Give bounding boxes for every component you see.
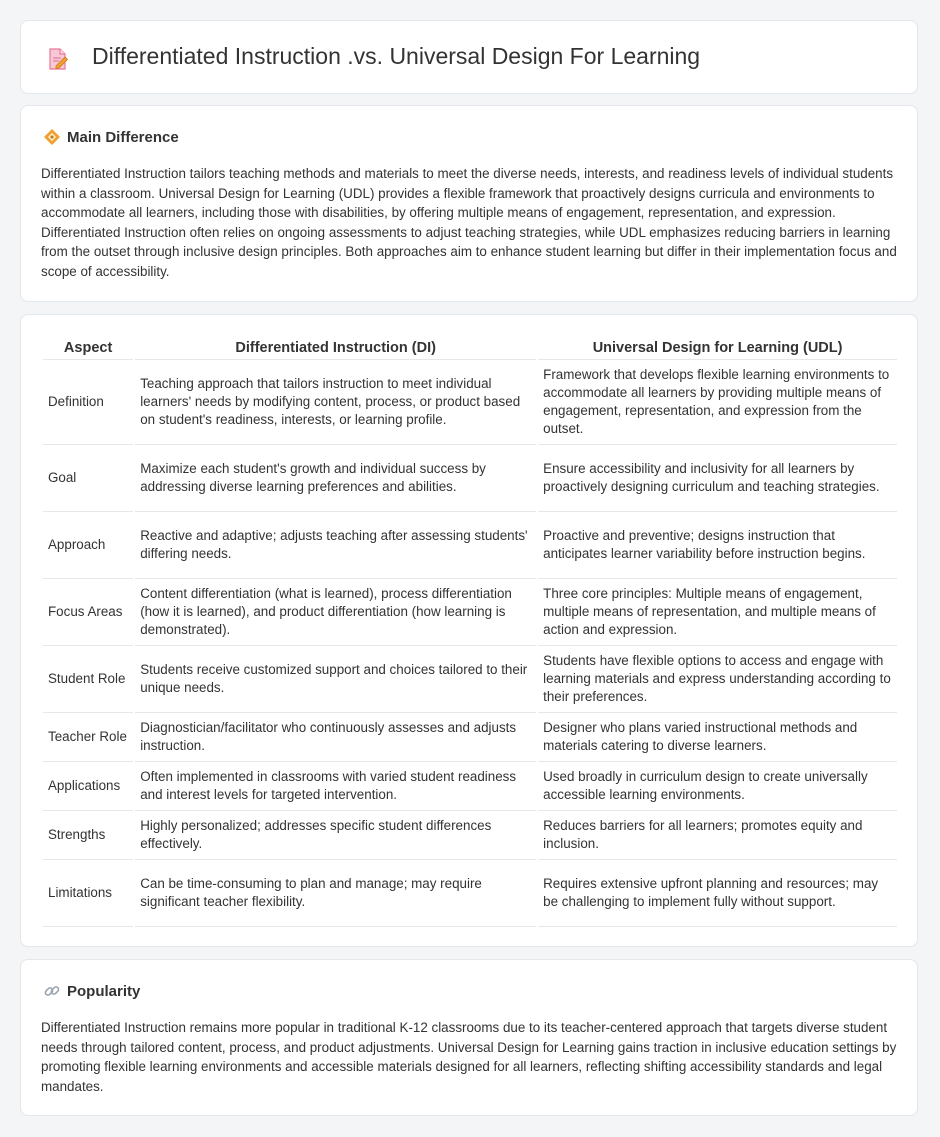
row-udl-cell: Proactive and preventive; designs instruction that anticipates learner variability before instruction begins. xyxy=(538,512,897,579)
row-di-cell: Content differentiation (what is learned), process differentiation (how it is learned), and product differentiation (how learning is demonstrated). xyxy=(135,579,536,646)
table-row xyxy=(43,762,897,811)
link-icon xyxy=(43,982,61,1000)
row-udl-cell: Used broadly in curriculum design to create universally accessible learning environments. xyxy=(538,762,897,811)
popularity-title: Popularity xyxy=(67,982,141,1000)
row-di-cell: Diagnostician/facilitator who continuously assesses and adjusts instruction. xyxy=(135,713,536,762)
table-row xyxy=(43,713,897,762)
row-aspect: Student Role xyxy=(43,646,133,713)
edit-document-icon xyxy=(47,47,69,71)
row-aspect: Focus Areas xyxy=(43,579,133,646)
row-aspect: Definition xyxy=(43,360,133,445)
row-udl-cell: Designer who plans varied instructional methods and materials catering to diverse learners. xyxy=(538,713,897,762)
row-di-cell: Can be time-consuming to plan and manage; may require significant teacher flexibility. xyxy=(135,860,536,927)
table-row xyxy=(43,360,897,445)
table-row xyxy=(43,512,897,579)
popularity-heading xyxy=(43,982,140,1000)
row-aspect: Limitations xyxy=(43,860,133,927)
row-di-cell: Students receive customized support and choices tailored to their unique needs. xyxy=(135,646,536,713)
column-header-udl: Universal Design for Learning (UDL) xyxy=(538,335,897,360)
row-udl-cell: Students have flexible options to access and engage with learning materials and express understanding according to their preferences. xyxy=(538,646,897,713)
row-di-cell: Highly personalized; addresses specific student differences effectively. xyxy=(135,811,536,860)
comparison-table-card xyxy=(20,314,918,947)
column-header-aspect: Aspect xyxy=(43,335,133,360)
row-aspect: Applications xyxy=(43,762,133,811)
column-header-di: Differentiated Instruction (DI) xyxy=(135,335,536,360)
row-di-cell: Often implemented in classrooms with varied student readiness and interest levels for targeted intervention. xyxy=(135,762,536,811)
row-udl-cell: Ensure accessibility and inclusivity for all learners by proactively designing curriculum and teaching strategies. xyxy=(538,445,897,512)
table-row xyxy=(43,445,897,512)
main-difference-section xyxy=(20,105,918,302)
row-aspect: Goal xyxy=(43,445,133,512)
popularity-section xyxy=(20,959,918,1116)
main-difference-text: Differentiated Instruction tailors teaching methods and materials to meet the diverse needs, interests, and readiness levels of individual students within a classroom. Universal Design for Learning (UDL) provides a flexible framework that proactively designs curricula and environments to accommodate all learners, including those with disabilities, by offering multiple means of engagement, representation, and expression. Differentiated Instruction often relies on ongoing assessments to adjust teaching strategies, while UDL emphasizes reducing barriers in learning from the outset through inclusive design principles. Both approaches aim to enhance student learning but differ in their implementation focus and scope of accessibility. xyxy=(41,166,897,279)
row-udl-cell: Framework that develops flexible learning environments to accommodate all learners by providing multiple means of engagement, representation, and expression from the outset. xyxy=(538,360,897,445)
comparison-table xyxy=(41,335,899,927)
main-difference-title: Main Difference xyxy=(67,128,179,146)
main-difference-heading xyxy=(43,128,179,146)
table-row xyxy=(43,860,897,927)
row-di-cell: Reactive and adaptive; adjusts teaching after assessing students' differing needs. xyxy=(135,512,536,579)
diamond-icon xyxy=(43,128,61,146)
table-row xyxy=(43,811,897,860)
title-card xyxy=(20,20,918,94)
row-aspect: Strengths xyxy=(43,811,133,860)
popularity-text: Differentiated Instruction remains more popular in traditional K-12 classrooms due to its teacher-centered approach that targets diverse student needs through tailored content, process, and product adjustments. Universal Design for Learning gains traction in inclusive education settings by promoting flexible learning environments and accessible materials designed for all learners, reflecting shifting accessibility standards and legal mandates. xyxy=(41,1020,897,1094)
table-row xyxy=(43,579,897,646)
row-di-cell: Teaching approach that tailors instruction to meet individual learners' needs by modifying content, process, or product based on student's readiness, interests, or learning profile. xyxy=(135,360,536,445)
row-udl-cell: Reduces barriers for all learners; promotes equity and inclusion. xyxy=(538,811,897,860)
row-di-cell: Maximize each student's growth and individual success by addressing diverse learning preferences and abilities. xyxy=(135,445,536,512)
table-row xyxy=(43,646,897,713)
row-udl-cell: Three core principles: Multiple means of engagement, multiple means of representation, and multiple means of action and expression. xyxy=(538,579,897,646)
row-udl-cell: Requires extensive upfront planning and resources; may be challenging to implement fully without support. xyxy=(538,860,897,927)
row-aspect: Teacher Role xyxy=(43,713,133,762)
table-header-row xyxy=(43,335,897,360)
page-title: Differentiated Instruction .vs. Universal Design For Learning xyxy=(92,43,701,69)
row-aspect: Approach xyxy=(43,512,133,579)
